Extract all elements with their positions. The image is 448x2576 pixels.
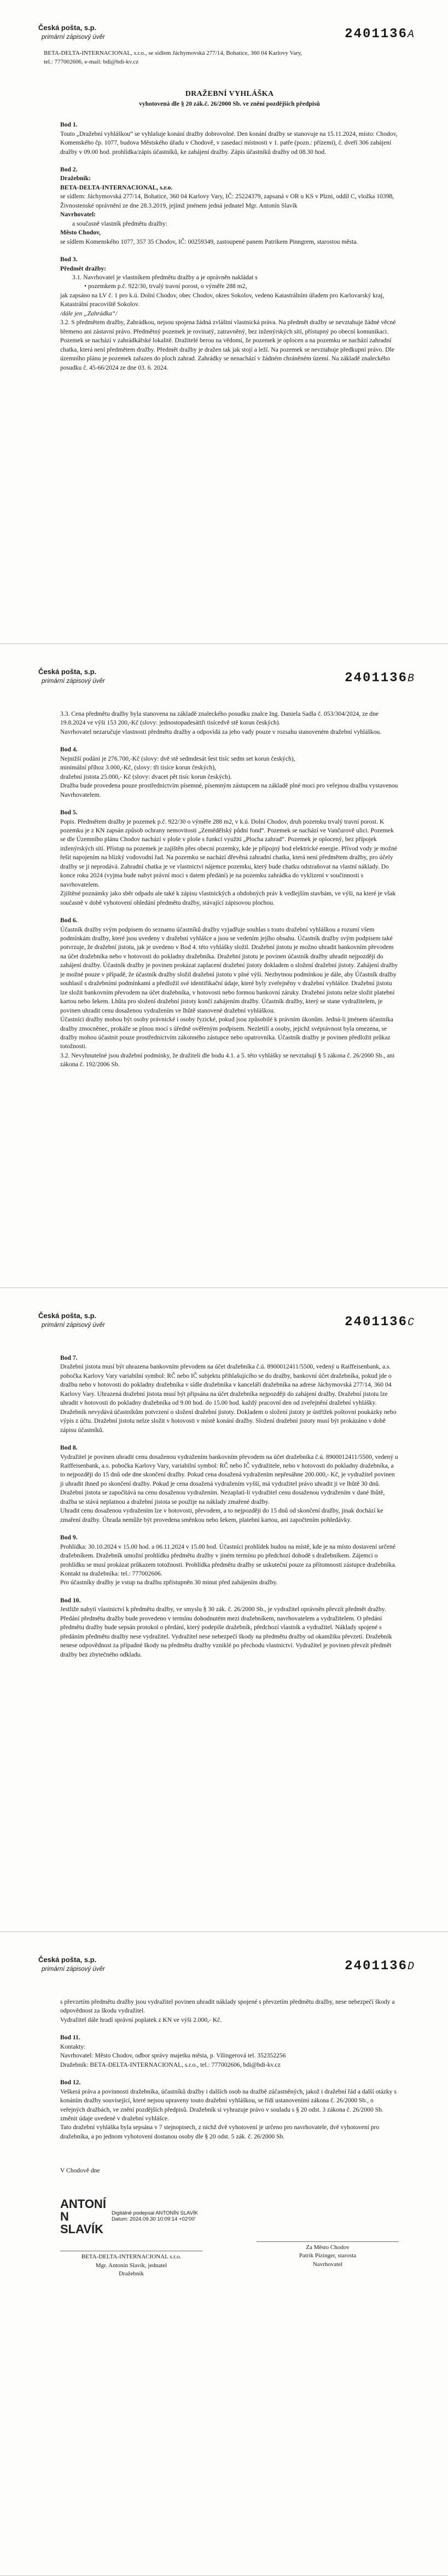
doc-number-suffix: A <box>407 28 415 41</box>
page-header <box>38 667 415 710</box>
signature-space <box>257 2198 399 2226</box>
bod-5 <box>60 808 399 907</box>
bod-text: Nejnižší podání je 276.700,-Kč (slovy: dvě stě sedmdesát šest tisíc sedm set korun českých), <box>60 755 295 762</box>
doc-number-suffix: B <box>407 672 415 685</box>
bod-heading: Bod 2. <box>60 166 78 174</box>
bod-subheading: Předmět dražby: <box>60 264 107 272</box>
digital-signature <box>60 2198 202 2235</box>
bod-text: Účastníci dražby mohou být osoby právnické i osoby fyzické, pokud jsou způsobilé k právním úkonům. Jedná-li jménem účastníka dražby zmocněnec, prokáže se plnou mocí s úředně ověřeným podpisem. Nezletilí a osoby, jejichž svéprávnost byla omezena, se dražby mohou účastnit pouze prostřednictvím zákonného zástupce nebo opatrovníka. Účastník dražby je povinen předložit průkaz totožnosti. <box>60 1016 393 1050</box>
bod-text: Dražebník: BETA-DELTA-INTERNACIONAL, s.r.o., tel.: 777002606, bdi@bdi-kv.cz <box>60 2061 281 2068</box>
bod-text: Veškerá práva a povinnosti dražebníka, účastníků dražby i dalších osob na dražbě zúčastněných, jakož i dražební řád a další otázky s konáním dražby související, které nejsou upraveny touto dražební vyhláškou, se řídí ustanoveními zákona č. 26/2000 Sb., o veřejných dražbách, ve znění pozdějších předpisů. Dražebník si vyhrazuje právo v souladu s § 20 odst. 3 zákona č. 26/2000 Sb. změnit údaje uvedené v dražební vyhlášce. <box>60 2088 397 2122</box>
navrhovatel-label: Navrhovatel: <box>60 211 96 219</box>
post-stamp <box>38 667 105 686</box>
bod-text: Jestliže nabytí vlastnictví k předmětu dražby, ve smyslu § 30 zák. č. 26/2000 Sb., je vydražitel oprávněn převzít předmět dražby. Předání předmětu dražby bude provedeno v termínu dohodnutém mezi dražebníkem, navrhovatelem a vydražitelem. O předání předmětu dražby bude sepsán protokol o předání, který podepíše dražebník, předchozí vlastník a vydražitel. Náklady spojené s předáním předmětu dražby nese vydražitel. Vydražitel nese nebezpečí škody na předmětu dražby od okamžiku převzetí. Dražebník nenese odpovědnost za případné škody na předmětu dražby vzniklé po přechodu vlastnictví. Vydražitel je povinen převzít předmět dražby bez zbytečného odkladu. <box>60 1606 392 1658</box>
bod-text: Pro účastníky dražby je vstup na dražbu zpřístupněn 30 minut před zahájením dražby. <box>60 1579 278 1586</box>
navrhovatel-text: se sídlem Komenského 1077, 357 35 Chodov, IČ: 00259349, zastoupené panem Patrikem Pinngrem, starostou města. <box>60 238 358 245</box>
doc-number-suffix: C <box>407 1316 415 1329</box>
bod-1 <box>60 120 399 157</box>
post-sub: primární zápisový úvěr <box>42 1322 105 1329</box>
post-name: Česká pošta, s.p. <box>38 668 97 676</box>
document-title: DRAŽEBNÍ VYHLÁŠKA <box>185 90 274 98</box>
page-header <box>38 1955 415 1998</box>
bod-text: 3.3. Cena předmětu dražby byla stanovena na základě znaleckého posudku znalce Ing. Daniela Sadla č. 053/304/2024, ze dne 19.8.2024 ve výši 153 200,-Kč (slovy: jednostopadesáttři tisícedvě stě korun českých). <box>60 710 379 727</box>
post-stamp <box>38 23 105 42</box>
dražebník-text: se sídlem: Jáchymovská 277/14, Bohatice, 360 04 Karlovy Vary, IČ: 25224379, zapsaná v OR u KS v Plzni, oddíl C, vložka 10398, Živnostenské oprávnění ze dne 28.3.2019, jejímž jménem jedná jednatel Mgr. Antonín Slavík <box>60 193 394 209</box>
bod-heading: Bod 3. <box>60 256 78 263</box>
bod-4 <box>60 745 399 800</box>
signature-company: Za Město Chodov <box>257 2241 399 2252</box>
signature-person: Mgr. Antonín Slavík, jednatel <box>95 2262 167 2269</box>
signature-right <box>257 2198 399 2279</box>
bod-text: Vydražitel dále hradí správní poplatek z KN ve výši 2.000,- Kč. <box>60 2016 222 2023</box>
post-name: Česká pošta, s.p. <box>38 1312 97 1320</box>
document-subtitle: vyhotovená dle § 20 zák.č. 26/2000 Sb. ve znění pozdějších předpisů <box>139 100 320 107</box>
bod-heading: Bod 12. <box>60 2079 81 2086</box>
bod-text: Vydražitel je povinen uhradit cenu dosaženou vydražením bankovním převodem na účet dražebníka č.ú. 8900012411/5500, vedený u Raiffeisenbank, a.s. pobočka Karlovy Vary, variabilní symbol: RČ nebo IČ vydražitele, nebo v hotovosti do pokladny dražebníka, a to nejpozději do 15 dnů ode dne skončení dražby. Pokud cena dosažená vydražením nepřesáhne 200.000,- Kč, je vydražitel povinen ji uhradit ihned po skončení dražby. Pokud je cena dosažená vydražením vyšší, má vydražitel právo uhradit ji ve lhůtě 30 dnů. Dražební jistota se započítává na cenu dosaženou vydražením. Nezaplatí-li vydražitel cenu dosaženou vydražením v dané lhůtě, dražba se stává neplatnou a dražební jistota se použije na náklady zmařené dražby. <box>60 1453 398 1505</box>
signature-role: Dražebník <box>119 2270 144 2278</box>
signature-role: Navrhovatel <box>312 2261 343 2268</box>
bod-text: Dražební jistota musí být uhrazena bankovním převodem na účet dražebníka č.ú. 8900012411/5500, vedený u Raiffeisenbank, a.s. pobočka Karlovy Vary variabilní symbol: RČ nebo IČ subjektu přihlašujícího se do dražby, bankovní účet dražebníka, pokud jde o dražbu nebo v hotovosti do pokladny dražebníka v sídle dražebníka v kanceláři dražebníka na adrese Jáchymovská 277/14, 360 04 Karlovy Vary. Uhrazená dražební jistota musí být připsána na účet dražebníka nejpozději do zahájení dražby. Dražební jistotu lze uhradit v hotovosti do pokladny dražebníka od 9.00 hod. do 15.00 hod. každý pracovní den od zveřejnění dražební vyhlášky. Dražebník nevydává účastníkům potvrzení o složení dražební jistoty. Dokladem o složení jistoty je ústřižek poštovní poukázky nebo výpis z účtu. Dražební jistotu nelze složit v hotovosti v místě konání dražby. Složení dražební jistoty musí být prokázáno v době zápisu účastníků. <box>60 1363 397 1434</box>
dražebník-name: BETA-DELTA-INTERNACIONAL, s.r.o. <box>60 183 173 191</box>
bod-3-cont <box>60 710 399 737</box>
doc-number-value: 2401136 <box>345 1315 408 1330</box>
doc-number-value: 2401136 <box>345 671 408 686</box>
post-sub: primární zápisový úvěr <box>42 34 105 41</box>
post-name: Česká pošta, s.p. <box>38 1956 97 1964</box>
bod-6 <box>60 916 399 1070</box>
bod-text: dražební jistota 25.000,- Kč (slovy: dvacet pět tisíc korun českých). <box>60 773 232 780</box>
bod-heading: Bod 6. <box>60 917 78 924</box>
bod-3 <box>60 255 399 372</box>
doc-number-value: 2401136 <box>345 27 408 42</box>
signature-name-line: N SLAVÍK <box>60 2209 104 2236</box>
bod-text: 3.2. S předmětem dražby, Zahrádkou, nejsou spojena žádná zvláštní vlastnická práva. Na předmět dražby se nevztahuje žádné věcné břemeno ani zástavní právo. Předmětný pozemek je rovinatý, zatravněný, bez inženýrských sítí, přístupný po obecní komunikaci. Pozemek se nachází v zahrádkářské lokalitě. Dražitelé berou na vědomí, že pozemek je oplocen a na pozemku se nachází zahradní chatka, která není předmětem dražby. Předmět dražby je dražen tak jak stojí a leží. Na pozemek se nevztahuje předkupní právo. Dle územního plánu je pozemek zařazen do ploch zahrad. Zahrádky se nenachází v žádném chráněném území. Na základě znaleckého posudku č. 45-66/2024 ze dne 03. 6. 2024. <box>60 319 396 371</box>
page-2 <box>0 644 448 1288</box>
post-name: Česká pošta, s.p. <box>38 24 97 32</box>
bod-12 <box>60 2078 399 2141</box>
bod-heading: Bod 7. <box>60 1354 78 1361</box>
bod-text: 3.1. Navrhovatel je vlastníkem předmětu dražby a je oprávněn nakládat s <box>72 274 258 281</box>
bod-text: 3.2. Nevyhnutelné jsou dražební podmínky, že dražiteli dle bodu 4.1. a 5. této vyhlášky se nevztahují § 5 zákona č. 26/2000 Sb., ani zákona č. 192/2006 Sb. <box>60 1051 395 1068</box>
bod-text: jak zapsáno na LV č. 1 pro k.ú. Dolní Chodov, obec Chodov, okres Sokolov, vedeno Katastrálním úřadem pro Karlovarský kraj, Katastrální pracoviště Sokolov. <box>60 291 385 308</box>
bod-text-alias: /dále jen „Zahrádka“/ <box>60 309 118 317</box>
bod-text: Zjištěné poznámky jako sběr odpadu ale také k zápisu vlastnických a obdobných práv k vedlejším stavbám, ve výši, na které je však současně v době vyhotovení ohledání předmětu dražby, stávající zápisovou plochou. <box>60 890 396 906</box>
bod-heading: Bod 5. <box>60 809 78 817</box>
post-sub: primární zápisový úvěr <box>42 1966 105 1973</box>
bod-text: minimální příhoz 3.000,-Kč, (slovy: tři tisíce korun českých), <box>60 764 216 772</box>
page-1 <box>0 0 448 644</box>
bod-9 <box>60 1533 399 1588</box>
signature-meta: Digitálně podepsal ANTONÍN SLAVÍK Datum: 2024.09.30 10:09:14 +02'00' <box>111 2210 199 2223</box>
bod-heading: Bod 4. <box>60 746 78 754</box>
bod-text: Navrhovatel nezaručuje vlastnosti předmětu dražby a odpovídá za jeho vady pouze v rozsahu stanoveném dražební vyhláškou. <box>60 728 382 735</box>
bod-2 <box>60 165 399 246</box>
bod-bullet-text: pozemkem p.č. 922/30, trvalý travní porost, o výměře 288 m2, <box>88 283 247 290</box>
signature-name <box>60 2198 106 2235</box>
bod-text: Popis. Předmětem dražby je pozemek p.č. 922/30 o výměře 288 m2, v k.ú. Dolní Chodov, druh pozemku trvalý travní porost. K pozemku je z KN zapsán způsob ochrany nemovitosti „Zemědělský půdní fond“. Pozemek se nachází ve Vančurově ulici. Pozemek se dle Územního plánu Chodov nachází v ploše v ploše s funkcí využití „Plocha zahrad“. Pozemek je oplocený, bez přípojek inženýrských sítí. Přístup na pozemek je zajištěn přes obecní pozemky, kde je přípojný bod elektrické energie. Přívod vody je možné řešit napojením na blízký vodovodní řad. Na pozemku se nachází dřevěná zahradní chatka, která není předmětem dražby, pro účely dražby se ji neprodává. Zahradní chatka je ve vlastnictví nájemce pozemku, který bude chatku odstraňovat na vlastní náklady. Do konce roku 2024 (vyjma bude nabyt právní moci s datem předání) je na pozemku zahrádka do vyklizení v součinnosti s navrhovatelem. <box>60 818 397 888</box>
bod-heading: Bod 8. <box>60 1444 78 1452</box>
bod-text: Kontakty: <box>60 2043 86 2050</box>
doc-number <box>345 25 415 44</box>
page-3 <box>0 1288 448 1932</box>
bod-7 <box>60 1354 399 1435</box>
doc-number <box>345 669 415 688</box>
bod-text: Uhradit cenu dosaženou vydražením lze v hotovosti, převodem, a to nejpozději do 15 dnů od skončení dražby, jinak dochází ke zmaření dražby. Úhrada nemůže být provedena směnkou nebo šekem, platební kartou, ani započtením pohledávky. <box>60 1507 383 1523</box>
signature-left <box>60 2198 202 2279</box>
page-header <box>38 23 415 66</box>
bod-heading: Bod 11. <box>60 2034 80 2042</box>
bod-heading: Bod 9. <box>60 1534 78 1542</box>
post-stamp <box>38 1955 105 1974</box>
page-4 <box>0 1932 448 2576</box>
signature-name-line: ANTONÍ <box>60 2196 106 2211</box>
company-line: BETA-DELTA-INTERNACIONAL, s.r.o., se sídlem Jáchymovská 277/14, Bohatice, 360 04 Karlovy Vary, tel.: 777002606, e-mail: bdi@bdi-kv.cz <box>44 50 302 65</box>
signature-person: Patrik Pizinger, starosta <box>299 2252 357 2259</box>
bod-10-cont <box>60 1998 399 2025</box>
signature-company: BETA-DELTA-INTERNACIONAL s.r.o. <box>60 2251 202 2262</box>
bod-text: Dražba bude provedena pouze prostřednictvím písemné, písemným zástupcem na základě plné moci pro veřejnou dražbu vystavenou Navrhovatelem. <box>60 782 398 798</box>
place-date: V Chodově dne <box>60 2167 100 2175</box>
bod-text: Účastník dražby svým podpisem do seznamu účastníků dražby vyjadřuje souhlas s touto dražební vyhláškou a rozumí všem podmínkám dražby, které jsou uvedeny v dražební vyhlášce a jsou se vedením jejího obsahu. Účastník dražby svým podpisem také potvrzuje, že dražební jistotu, jak je uvedeno v Bod 4. této vyhlášky složil. Dražební jistotu je možno uhradit bankovním převodem na účet dražebníka nebo v hotovosti do pokladny dražebníka. Dražební jistotu je povinen účastník dražby uhradit nejpozději do zahájení dražby. Účastník dražby je povinen prokázat zaplacení dražební jistoty dokladem o složení dražební jistoty. Zahájení dražby je možné pouze v případě, že účastník dražby složil dražební jistotu v plné výši. Nezbytnou podmínkou je dále, aby Účastník dražby souhlasil s dražebními podmínkami a předložil své identifikační údaje, které byly zveřejněny v dražební vyhlášce. Dražební jistotu lze složit bankovním převodem na účet dražebníka, v hotovosti nebo formou bankovní záruky. Dražební jistotu nelze složit platební kartou nebo šekem. Lhůta pro složení dražební jistoty končí zahájením dražby. Účastník dražby, který se stane vydražitelem, je povinen uhradit cenu dosaženou vydražením ve lhůtě stanovené dražební vyhláškou. <box>60 925 398 1014</box>
bod-8 <box>60 1444 399 1525</box>
doc-number-value: 2401136 <box>345 1959 408 1974</box>
page-header <box>38 1311 415 1354</box>
post-sub: primární zápisový úvěr <box>42 678 105 685</box>
doc-number <box>345 1313 415 1332</box>
bod-11 <box>60 2033 399 2069</box>
doc-number-suffix: D <box>407 1960 415 1973</box>
signature-row <box>60 2198 399 2279</box>
navrhovatel-name: Město Chodov, <box>60 229 101 237</box>
bod-text: Tato dražební vyhláška byla sepsána v 7 stejnopisech, z nichž dvě vyhotovení je určeno pro navrhovatele, dvě vyhotovení pro dražebníka, a po jednom vyhotovení dostanou osoby dle § 20 odst. 5 zák. č. 26/2000 Sb. <box>60 2124 380 2140</box>
bod-10 <box>60 1596 399 1659</box>
post-stamp <box>38 1311 105 1330</box>
navrhovatel-intro: a současně vlastník předmětu dražby: <box>72 220 167 227</box>
bod-text: Touto „Dražební vyhláškou“ se vyhlašuje konání dražby dobrovolné. Den konání dražby se stanovuje na 15.11.2024, místo: Chodov, Komenského čp. 1077, budova Městského úřadu v Chodově, v zasedací místnosti v 1. patře (pozn.: přízemí), č. dveří 306 zahájení dražby v 09.00 hod. prohlídka/zápis účastníků, ke zahájení dražby. Zápis účastníků dražby od 08.30 hod. <box>60 130 398 156</box>
doc-number <box>345 1957 415 1976</box>
bod-heading: Bod 10. <box>60 1596 81 1604</box>
bod-text: Prohlídka: 30.10.2024 v 15.00 hod. a 06.11.2024 v 15.00 hod. Účastníci prohlídek budou na místě, kde je na místo dostavení určené dražebníkem. Dražebník umožní prohlídku předmětu dražby v jiném termínu po předchozí dohodě s dražebníkem. Zájemci o prohlídku se musí prokázat průkazem totožnosti. Prohlídka předmětu dražby se uskuteční pouze za přítomnosti zástupce dražebníka. Kontakt na dražebníka: tel.: 777002606. <box>60 1543 397 1577</box>
bod-heading: Bod 1. <box>60 121 78 129</box>
bod-text: Navrhovatel: Město Chodov, odbor správy majetku města, p. Vilingerová tel. 352352256 <box>60 2052 286 2060</box>
bod-bullet: • pozemkem p.č. 922/30, trvalý travní porost, o výměře 288 m2, <box>84 283 247 290</box>
dražebník-label: Dražebník: <box>60 175 91 182</box>
bod-text: s převzetím předmětu dražby jsou vydražitel povinen uhradit náklady spojené s převzetím předmětu dražby, nese nebezpečí škody a odpovědnost za škodu vydražitel. <box>60 1998 395 2015</box>
